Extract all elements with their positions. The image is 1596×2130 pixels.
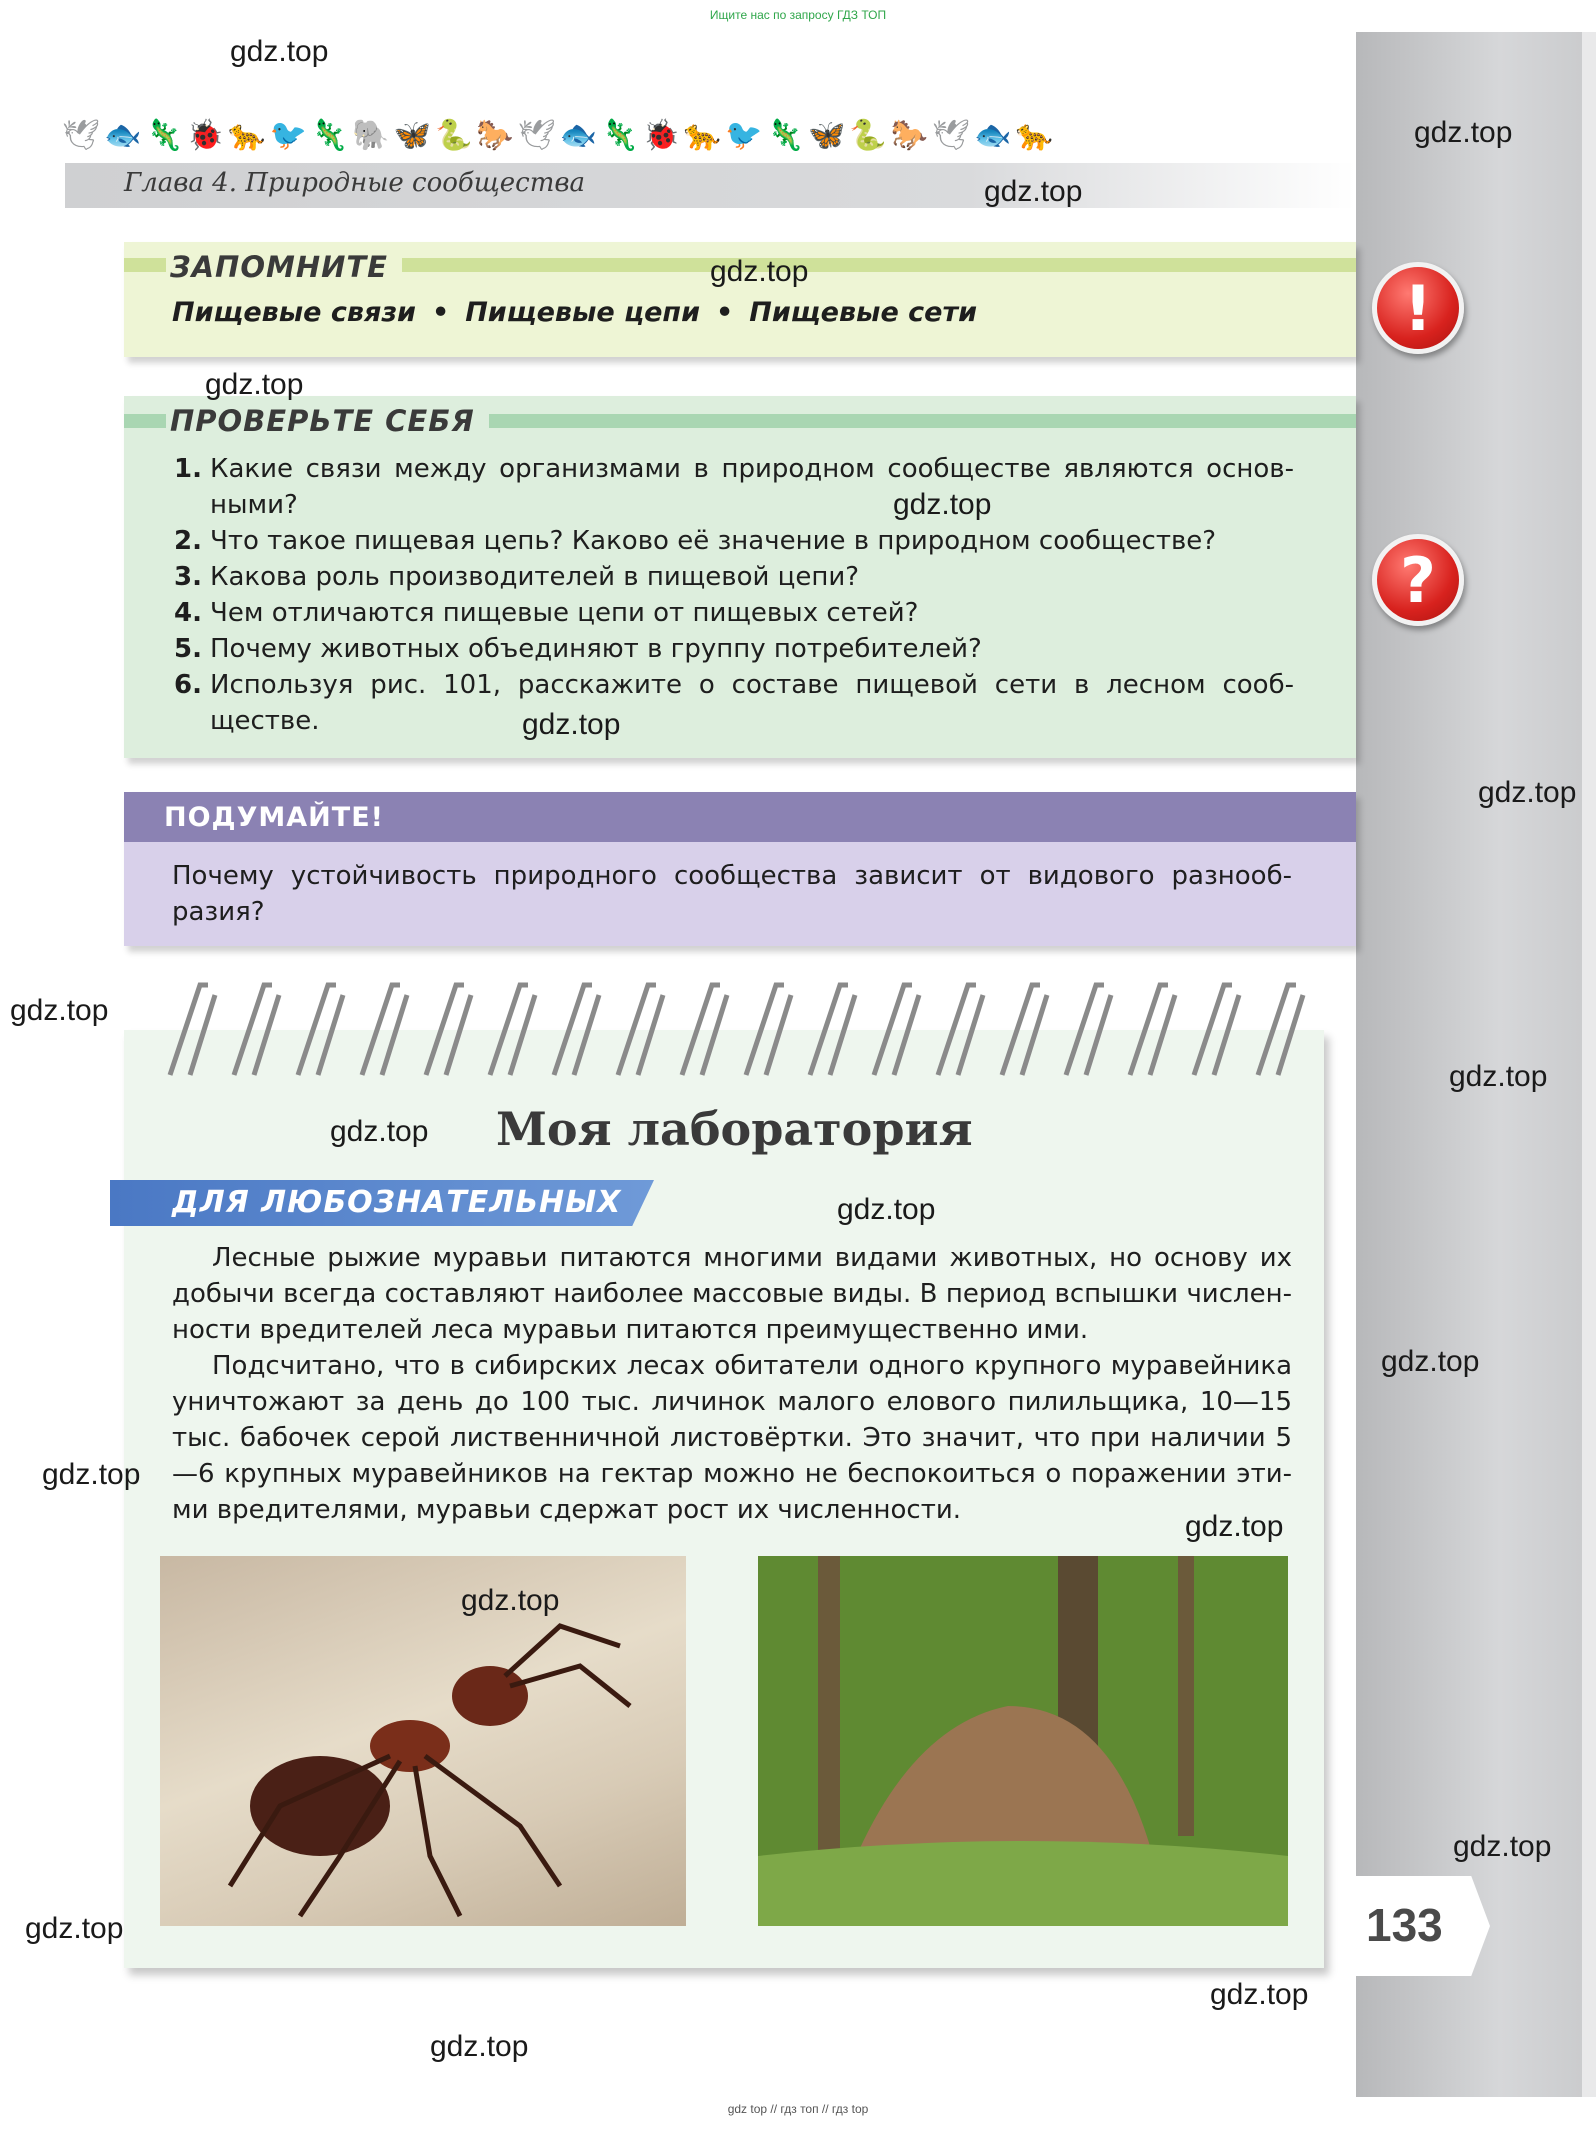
notebook-spiral — [160, 975, 1320, 1085]
watermark: gdz.top — [1414, 116, 1513, 149]
fish-icon: 🐟 — [974, 118, 1012, 153]
chapter-title: Глава 4. Природные сообщества — [124, 168, 586, 198]
lizard-icon: 🦎 — [145, 118, 183, 153]
anthill-illustration — [758, 1556, 1288, 1926]
snake-icon: 🐍 — [434, 118, 473, 153]
ant-illustration — [160, 1556, 686, 1926]
question-icon: ? — [1372, 534, 1464, 626]
butterfly-icon: 🦋 — [393, 118, 431, 153]
list-item — [174, 523, 1294, 559]
watermark: gdz.top — [461, 1584, 560, 1617]
butterfly-icon: 🦋 — [807, 118, 846, 153]
watermark: gdz.top — [25, 1912, 124, 1945]
bird-icon: 🕊 — [932, 118, 971, 153]
list-item — [174, 451, 1294, 523]
think-question: Почему устойчивость природного сообщества зависит от видового разнооб-разия? — [172, 861, 1292, 927]
question-number: 6. — [174, 670, 202, 700]
lab-title: Моя лаборатория — [496, 1102, 973, 1156]
watermark: gdz.top — [330, 1115, 429, 1148]
lizard-icon: 🦎 — [601, 118, 639, 153]
footer-note: gdz top // гдз топ // гдз top — [727, 2102, 869, 2116]
lab-paragraph: Подсчитано, что в сибирских лесах обитатели одного крупного муравейника уничтожают за день до 100 тыс. личинок малого елового пилильщика, 10—15 тыс. бабочек серой лиственничной листовёртки. Это значит, что при наличии 5—6 крупных муравейников на гектар можно не беспокоиться о поражении эти-ми вредителями, муравьи сдержат рост их численности. — [172, 1351, 1292, 1525]
bird-icon: 🕊 — [62, 118, 101, 153]
question-text: Какие связи между организмами в природном сообществе являются основ-ными? — [210, 454, 1294, 520]
bird-icon: 🐦 — [269, 118, 307, 153]
spiral-rings — [170, 985, 1303, 1075]
bird-icon: 🕊 — [517, 118, 556, 153]
exclamation-icon: ! — [1372, 262, 1464, 354]
term: Пищевые цепи — [465, 297, 700, 328]
watermark: gdz.top — [1453, 1830, 1552, 1863]
question-text: Чем отличаются пищевые цепи от пищевых сетей? — [210, 598, 919, 628]
question-text: Почему животных объединяют в группу потребителей? — [210, 634, 982, 664]
watermark: gdz.top — [710, 255, 809, 288]
check-yourself-box — [124, 396, 1356, 758]
snake-icon: 🐍 — [849, 118, 887, 153]
question-number: 4. — [174, 598, 202, 628]
question-list — [174, 451, 1294, 739]
question-text: Что такое пищевая цепь? Каково её значение в природном сообществе? — [210, 526, 1217, 556]
fish-icon: 🐟 — [104, 118, 142, 153]
term: Пищевые сети — [749, 297, 978, 328]
watermark: gdz.top — [205, 368, 304, 401]
bullet-separator: • — [431, 297, 450, 328]
watermark: gdz.top — [984, 175, 1083, 208]
question-text: Используя рис. 101, расскажите о составе пищевой сети в лесном сооб-ществе. — [210, 670, 1294, 736]
sidebar-edge — [1582, 32, 1596, 2097]
insect-icon: 🐞 — [186, 118, 225, 153]
lizard-icon: 🦎 — [310, 118, 349, 153]
watermark: gdz.top — [42, 1458, 141, 1491]
lab-text — [172, 1240, 1292, 1528]
remember-heading: ЗАПОМНИТЕ — [166, 250, 402, 284]
watermark: gdz.top — [893, 488, 992, 521]
watermark: gdz.top — [1381, 1345, 1480, 1378]
question-number: 5. — [174, 634, 202, 664]
watermark: gdz.top — [522, 708, 621, 741]
header-note: Ищите нас по запросу ГДЗ ТОП — [709, 8, 887, 22]
watermark: gdz.top — [837, 1193, 936, 1226]
animal-strip — [62, 118, 1262, 154]
question-text: Какова роль производителей в пищевой цепи? — [210, 562, 860, 592]
list-item — [174, 595, 1294, 631]
list-item — [174, 667, 1294, 739]
watermark: gdz.top — [1210, 1978, 1309, 2011]
lizard-icon: 🦎 — [766, 118, 804, 153]
page-number: 133 — [1366, 1899, 1443, 1951]
mammal-icon: 🐆 — [228, 118, 266, 153]
list-item — [174, 631, 1294, 667]
mammal-icon: 🐆 — [1015, 118, 1053, 153]
bird-icon: 🐦 — [725, 118, 763, 153]
bullet-separator: • — [716, 297, 734, 328]
question-number: 2. — [174, 526, 202, 556]
think-box — [124, 792, 1356, 946]
mammal-icon: 🐆 — [683, 118, 722, 153]
watermark: gdz.top — [430, 2030, 529, 2063]
curious-tab-label: ДЛЯ ЛЮБОЗНАТЕЛЬНЫХ — [172, 1185, 622, 1220]
term: Пищевые связи — [172, 297, 416, 328]
fish-icon: 🐟 — [559, 118, 598, 153]
horse-icon: 🐎 — [476, 118, 514, 153]
think-heading: ПОДУМАЙТЕ! — [164, 802, 384, 833]
watermark: gdz.top — [1449, 1060, 1548, 1093]
watermark: gdz.top — [1185, 1510, 1284, 1543]
ant-photo — [160, 1556, 686, 1926]
question-number: 3. — [174, 562, 202, 592]
check-heading: ПРОВЕРЬТЕ СЕБЯ — [166, 404, 489, 438]
insect-icon: 🐞 — [642, 118, 680, 153]
question-number: 1. — [174, 454, 202, 484]
watermark: gdz.top — [230, 35, 329, 68]
anthill-photo — [758, 1556, 1288, 1926]
remember-terms — [172, 297, 977, 328]
lab-paragraph: Лесные рыжие муравьи питаются многими видами животных, но основу их добычи всегда составляют наиболее массовые виды. В период вспышки числен-ности вредителей леса муравьи питаются преимущественно ими. — [172, 1243, 1292, 1345]
list-item — [174, 559, 1294, 595]
watermark: gdz.top — [10, 994, 109, 1027]
horse-icon: 🐎 — [890, 118, 929, 153]
mammal-icon: 🐘 — [352, 118, 390, 153]
watermark: gdz.top — [1478, 776, 1577, 809]
